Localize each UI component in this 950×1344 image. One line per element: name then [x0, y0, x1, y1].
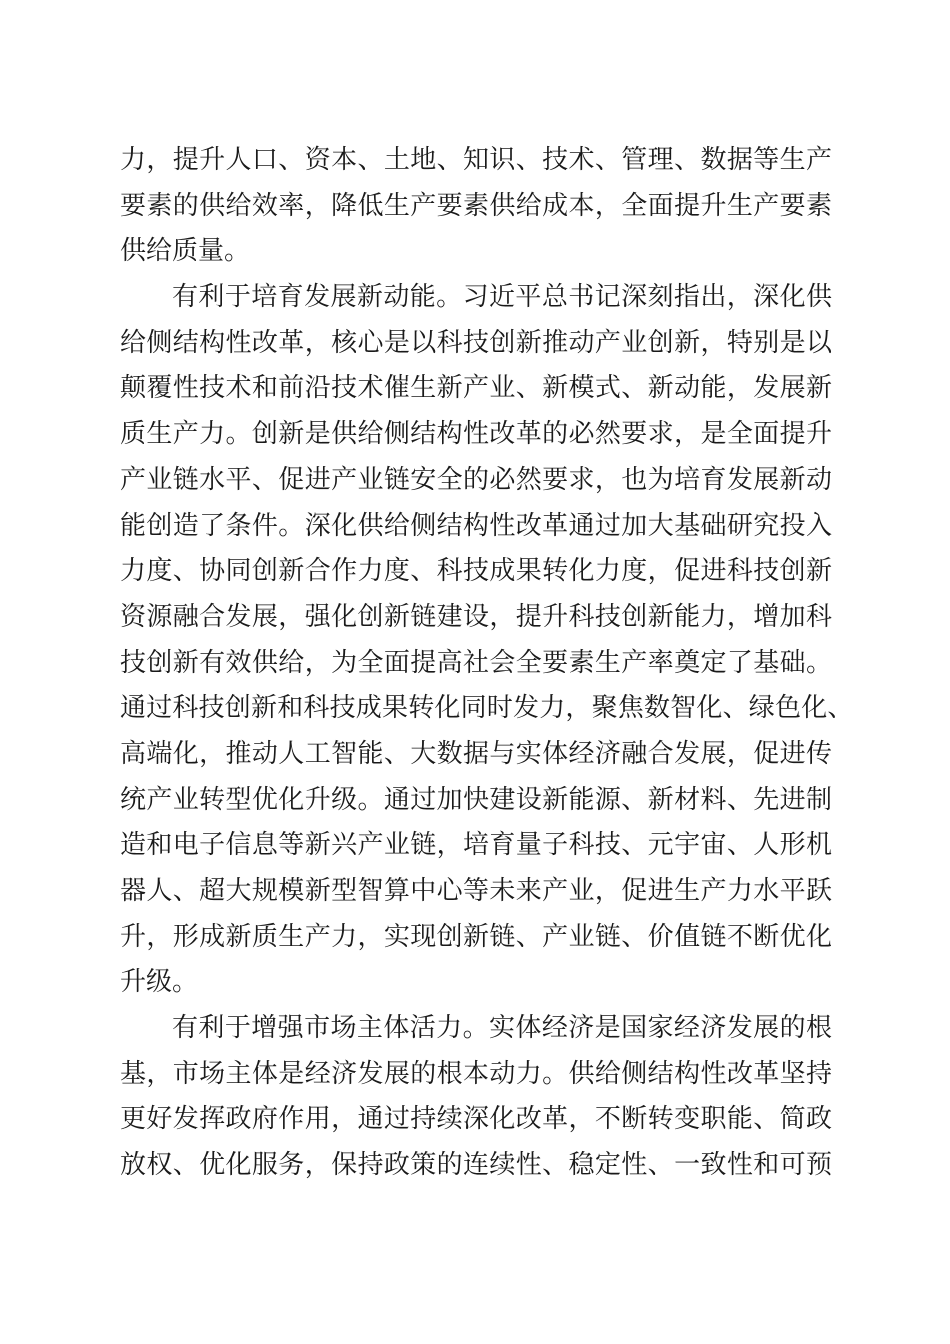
text-line: 给侧结构性改革，核心是以科技创新推动产业创新，特别是以 — [120, 327, 832, 358]
text-line: 基，市场主体是经济发展的根本动力。供给侧结构性改革坚持 — [120, 1058, 832, 1089]
text-line: 通过科技创新和科技成果转化同时发力，聚焦数智化、绿色化、 — [120, 693, 854, 724]
text-line: 升级。 — [120, 967, 199, 998]
paragraph-2 — [120, 275, 854, 1006]
text-line: 有利于增强市场主体活力。实体经济是国家经济发展的根 — [172, 1013, 832, 1044]
text-line: 力度、协同创新合作力度、科技成果转化力度，促进科技创新 — [120, 556, 832, 587]
text-line: 技创新有效供给，为全面提高社会全要素生产率奠定了基础。 — [120, 647, 832, 678]
text-line: 统产业转型优化升级。通过加快建设新能源、新材料、先进制 — [120, 784, 832, 815]
text-line: 供给质量。 — [120, 236, 251, 267]
text-line: 要素的供给效率，降低生产要素供给成本，全面提升生产要素 — [120, 190, 832, 221]
text-line: 高端化，推动人工智能、大数据与实体经济融合发展，促进传 — [120, 738, 832, 769]
text-line: 资源融合发展，强化创新链建设，提升科技创新能力，增加科 — [120, 601, 832, 632]
paragraph-1 — [120, 138, 832, 275]
text-line: 质生产力。创新是供给侧结构性改革的必然要求，是全面提升 — [120, 419, 832, 450]
text-line: 更好发挥政府作用，通过持续深化改革，不断转变职能、简政 — [120, 1104, 832, 1135]
text-line: 有利于培育发展新动能。习近平总书记深刻指出，深化供 — [172, 282, 832, 313]
text-line: 造和电子信息等新兴产业链，培育量子科技、元宇宙、人形机 — [120, 830, 832, 861]
text-line: 力，提升人口、资本、土地、知识、技术、管理、数据等生产 — [120, 145, 832, 175]
text-line: 器人、超大规模新型智算中心等未来产业，促进生产力水平跃 — [120, 876, 832, 906]
body-text — [120, 138, 854, 1189]
text-line: 能创造了条件。深化供给侧结构性改革通过加大基础研究投入 — [120, 510, 832, 541]
text-line: 产业链水平、促进产业链安全的必然要求，也为培育发展新动 — [120, 464, 832, 495]
text-line: 颠覆性技术和前沿技术催生新产业、新模式、新动能，发展新 — [120, 373, 832, 404]
paragraph-3 — [120, 1006, 832, 1189]
text-line: 升，形成新质生产力，实现创新链、产业链、价值链不断优化 — [120, 921, 832, 952]
text-line: 放权、优化服务，保持政策的连续性、稳定性、一致性和可预 — [120, 1150, 832, 1181]
